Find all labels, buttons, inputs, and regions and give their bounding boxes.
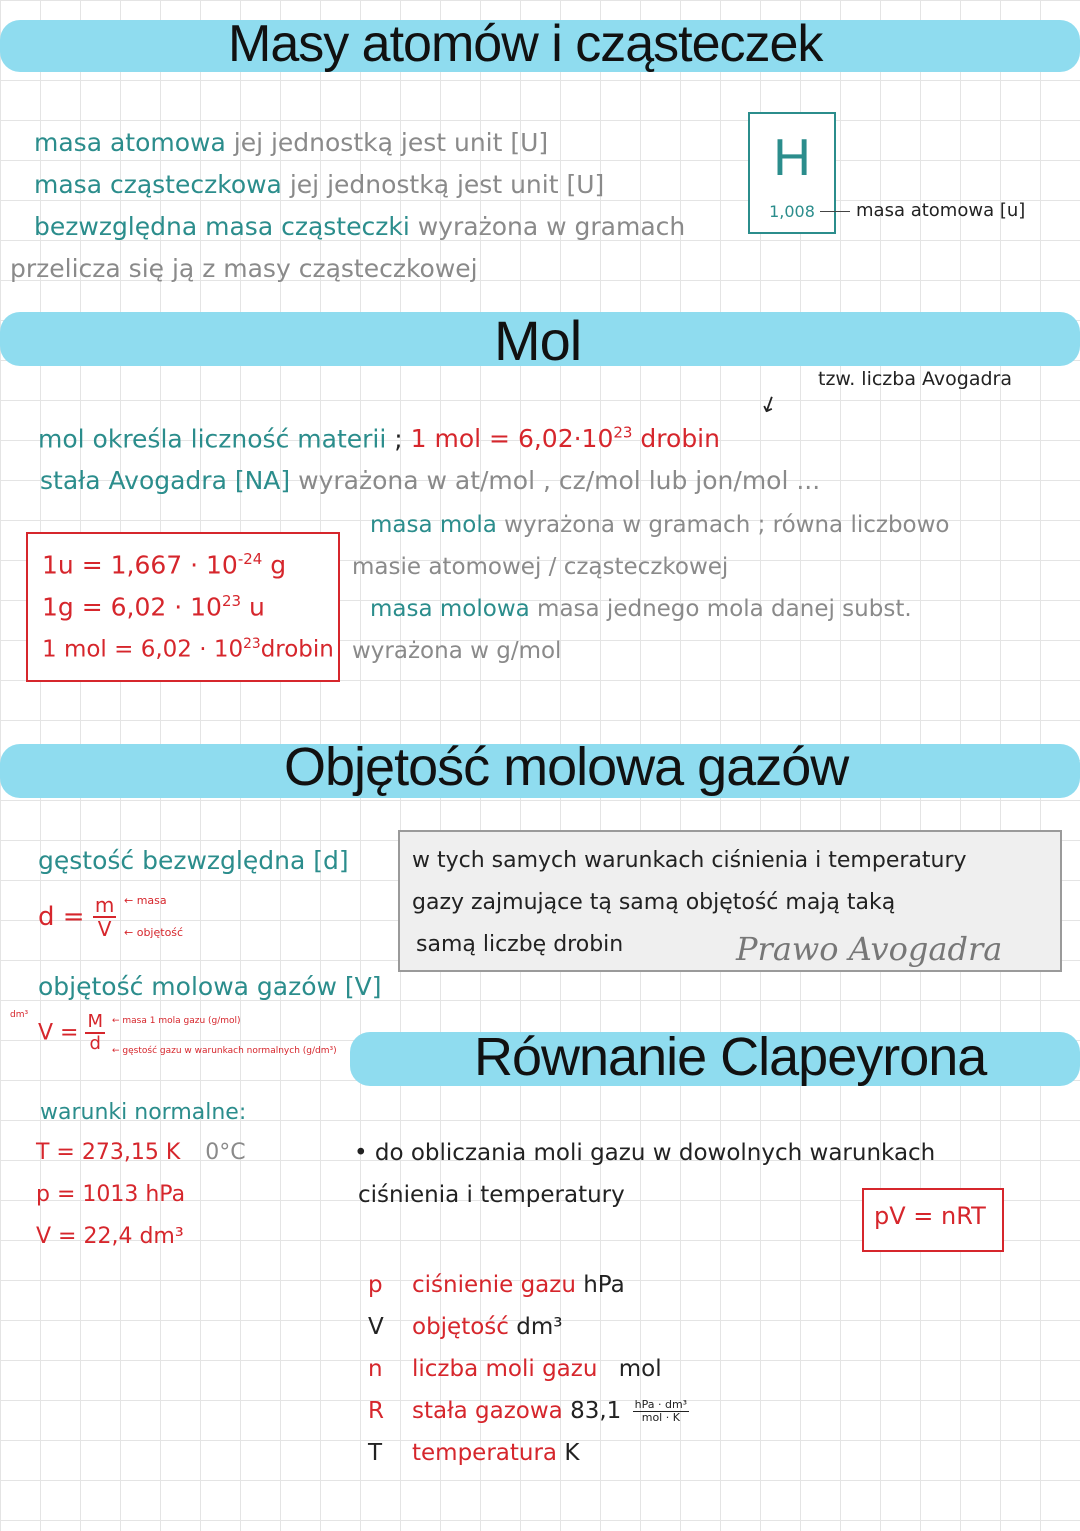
density-label: gęstość bezwzględna [d]	[38, 846, 349, 875]
clapeyron-formula: pV = nRT	[874, 1202, 986, 1230]
line-masa-atomowa	[34, 128, 548, 157]
var-row-t: T temperatura K	[368, 1440, 580, 1466]
mol-definition-sep: ;	[394, 424, 403, 454]
desc-masa-atomowa: jej jednostką jest unit [U]	[233, 128, 549, 157]
masa-mola-cont: masie atomowej / cząsteczkowej	[352, 554, 729, 580]
element-symbol: H	[773, 129, 811, 187]
density-var: d =	[38, 902, 85, 932]
r-unit-fraction: $\frac{\text{hPa · dm³}}{\text{mol · K}}$	[634, 1397, 688, 1424]
element-card-hydrogen	[748, 112, 836, 234]
normal-conditions-label: warunki normalne:	[40, 1100, 247, 1125]
var-row-v: V objętość dm³	[368, 1314, 563, 1340]
desc-masa-mola: wyrażona w gramach ; równa liczbowo	[504, 512, 950, 538]
avogadro-law-line1: w tych samych warunkach ciśnienia i temperatury	[412, 848, 967, 873]
clapeyron-bullet-1: • do obliczania moli gazu w dowolnych warunkach	[354, 1140, 936, 1166]
desc-masa-molowa: masa jednego mola danej subst.	[537, 596, 912, 622]
normal-volume: V = 22,4 dm³	[36, 1224, 184, 1249]
conversion-u: $1u = 1,667 \cdot 10^{-24}$ g	[42, 550, 287, 580]
density-fraction: $\frac{m}{V}$	[94, 893, 115, 941]
molar-volume-fraction: $\frac{M}{d}$	[87, 1011, 104, 1054]
molar-volume-label: objętość molowa gazów [V]	[38, 972, 382, 1001]
term-stala-avogadra: stała Avogadra [NA]	[40, 466, 291, 495]
mol-definition-value: 1 mol = $6,02\cdot 10^{23}$ drobin	[410, 424, 720, 454]
var-row-r: R stała gazowa 83,1 $\frac{\text{hPa · dm³}}{\text{mol · K}}$	[368, 1397, 688, 1424]
element-mass-label: masa atomowa [u]	[856, 200, 1026, 221]
conversion-g: $1g = 6,02 \cdot 10^{23}$ u	[42, 592, 265, 622]
masa-molowa-cont: wyrażona w g/mol	[352, 638, 562, 664]
clapeyron-bullet-2: ciśnienia i temperatury	[358, 1182, 625, 1208]
normal-pressure: p = 1013 hPa	[36, 1182, 186, 1207]
molar-volume-var: V =	[38, 1020, 79, 1046]
term-masa-mola: masa mola	[370, 512, 497, 538]
masa-mola-line	[370, 512, 950, 538]
desc-bezwzgledna-masa: wyrażona w gramach	[417, 212, 686, 241]
term-bezwzgledna-masa: bezwzględna masa cząsteczki	[34, 212, 410, 241]
density-num-note: ← masa	[124, 894, 167, 907]
masa-molowa-line	[370, 596, 912, 622]
section-title-objetosc: Objętość molowa gazów	[284, 737, 849, 797]
mol-definition-text: mol określa liczność materii	[38, 424, 387, 454]
normal-temperature-celsius: 0°C	[205, 1140, 246, 1165]
line-bezwzgledna-masa	[34, 212, 685, 241]
desc-masa-czasteczkowa: jej jednostką jest unit [U]	[289, 170, 605, 199]
element-mass: 1,008	[769, 202, 815, 221]
var-row-n: n liczba moli gazu mol	[368, 1356, 662, 1382]
density-formula	[38, 894, 116, 940]
clapeyron-variables	[368, 1264, 689, 1474]
line-masa-czasteczkowa	[34, 170, 604, 199]
avogadro-note: tzw. liczba Avogadra	[818, 368, 1012, 390]
section-title-masy: Masy atomów i cząsteczek	[228, 15, 823, 73]
avogadro-law-line3: samą liczbę drobin	[416, 932, 624, 957]
desc-stala-avogadra: wyrażona w at/mol , cz/mol lub jon/mol ...	[298, 466, 821, 495]
term-masa-czasteczkowa: masa cząsteczkowa	[34, 170, 282, 199]
mol-definition	[38, 424, 720, 453]
normal-temperature: T = 273,15 K 0°C	[36, 1140, 246, 1165]
density-den-note: ← objętość	[124, 926, 184, 939]
molar-volume-num-note: ← masa 1 mola gazu (g/mol)	[112, 1016, 241, 1026]
molar-volume-unit: dm³	[10, 1010, 29, 1020]
avogadro-law-name: Prawo Avogadra	[736, 930, 1003, 968]
molar-volume-formula	[38, 1012, 105, 1054]
avogadro-law-line2: gazy zajmujące tą samą objętość mają taką	[412, 890, 896, 915]
var-row-p: p ciśnienie gazu hPa	[368, 1272, 625, 1298]
term-masa-molowa: masa molowa	[370, 596, 530, 622]
element-pointer-line	[820, 211, 850, 212]
stala-avogadra-line	[40, 466, 820, 495]
term-masa-atomowa: masa atomowa	[34, 128, 226, 157]
molar-volume-den-note: ← gęstość gazu w warunkach normalnych (g/dm³)	[112, 1046, 337, 1056]
section-title-mol: Mol	[494, 309, 582, 372]
conversion-mol: 1 mol = $6,02 \cdot 10^{23}drobin$	[42, 636, 334, 663]
section-title-clapeyron: Równanie Clapeyrona	[474, 1027, 987, 1087]
line-przelicza: przelicza się ją z masy cząsteczkowej	[10, 254, 478, 283]
avogadro-arrow-icon: ↙	[755, 389, 783, 420]
